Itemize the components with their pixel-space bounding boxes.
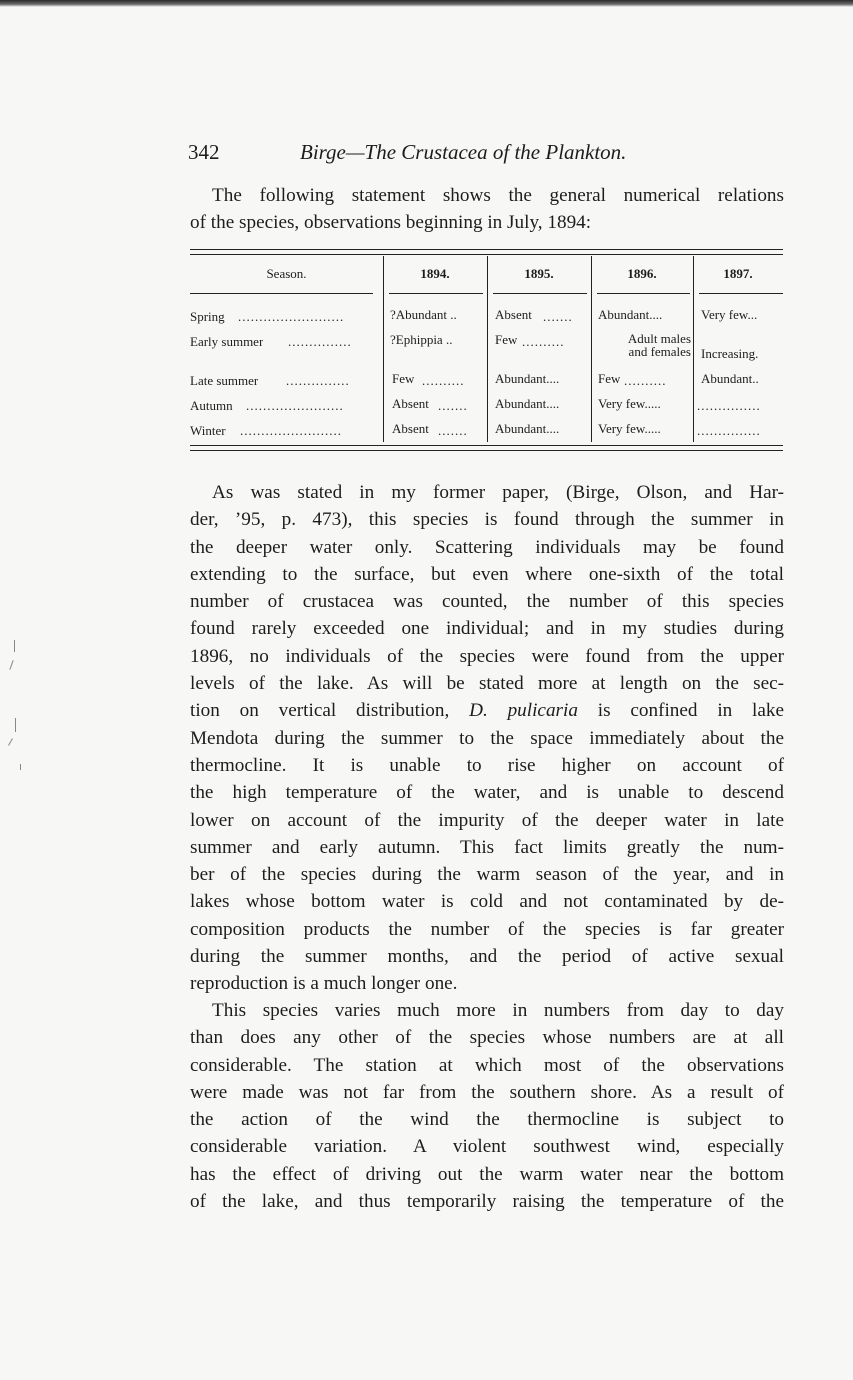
scan-edge [0, 0, 853, 7]
cell-1895: Absent [495, 307, 532, 322]
text-line: lakes whose bottom water is cold and not contaminated by de- [190, 891, 784, 913]
season-label: Late summer [190, 373, 259, 388]
text-line: ber of the species during the warm season of the year, and in [190, 864, 784, 886]
cell-1896-line2: and females [628, 345, 691, 359]
page-number: 342 [188, 140, 220, 164]
leader-dots: ......................... [238, 309, 345, 324]
cell-1895: Few [495, 332, 518, 347]
cell-1897: Abundant.. [701, 371, 759, 386]
text-line: number of crustacea was counted, the number of this species [190, 591, 784, 613]
table-top-rule [190, 254, 783, 255]
cell-1894: Absent [392, 421, 429, 436]
text-line: reproduction is a much longer one. [190, 973, 458, 995]
table-top-rule [190, 249, 783, 250]
cell-1896: Very few..... [598, 421, 661, 436]
leader-dots: ............... [697, 423, 761, 438]
leader-dots: ....... [543, 309, 573, 324]
text-fragment: is confined in lake [597, 700, 785, 722]
header-underline [699, 293, 783, 294]
cell-1896-line1: Adult males [627, 332, 691, 346]
text-line: summer and early autumn. This fact limits greatly the num- [190, 836, 784, 858]
column-divider [693, 256, 694, 442]
paragraph-1 [190, 479, 784, 998]
cell-1894: Few [392, 371, 415, 386]
cell-1895: Abundant.... [495, 371, 560, 386]
header-underline [597, 293, 690, 294]
season-label: Early summer [190, 334, 264, 349]
text-line: of the lake, and thus temporarily raising the temperature of the [190, 1191, 784, 1213]
header-underline [493, 293, 587, 294]
text-line: during the summer months, and the period of active sexual [190, 946, 784, 968]
margin-mark [20, 764, 21, 770]
text-line-with-italic [190, 697, 784, 724]
cell-1896: Few [598, 371, 621, 386]
leader-dots: ....... [438, 398, 468, 413]
season-label: Winter [190, 423, 226, 438]
text-line: The following statement shows the general numerical relations [212, 185, 784, 206]
text-line: lower on account of the impurity of the deeper water in late [190, 809, 784, 831]
season-label: Autumn [190, 398, 233, 413]
text-line: der, ’95, p. 473), this species is found through the summer in [190, 509, 784, 531]
season-table [190, 256, 783, 442]
text-line: As was stated in my former paper, (Birge, Olson, and Har- [212, 482, 784, 503]
column-divider [487, 256, 488, 442]
cell-1895: Abundant.... [495, 421, 560, 436]
intro-paragraph [190, 182, 784, 237]
leader-dots: .......... [522, 334, 565, 349]
table-bottom-rule [190, 445, 783, 446]
text-line: 1896, no individuals of the species were found from the upper [190, 645, 784, 667]
header-1896: 1896. [627, 266, 657, 281]
margin-mark [9, 660, 13, 670]
running-title: Birge—The Crustacea of the Plankton. [300, 140, 627, 164]
text-line: of the species, observations beginning in July, 1894: [190, 212, 592, 234]
leader-dots: .......... [624, 373, 667, 388]
text-line: considerable variation. A violent southwest wind, especially [190, 1136, 784, 1158]
running-head [188, 136, 783, 166]
text-line: were made was not far from the southern shore. As a result of [190, 1081, 784, 1103]
text-line: than does any other of the species whose numbers are at all [190, 1027, 784, 1049]
text-line: the deeper water only. Scattering individuals may be found [190, 536, 784, 558]
text-line: thermocline. It is unable to rise higher on account of [190, 754, 784, 776]
table-bottom-rule [190, 450, 783, 451]
leader-dots: ........................ [240, 423, 342, 438]
column-divider [591, 256, 592, 442]
header-underline [190, 293, 373, 294]
header-1895: 1895. [524, 266, 554, 281]
cell-1895: Abundant.... [495, 396, 560, 411]
text-line: levels of the lake. As will be stated more at length on the sec- [190, 673, 784, 695]
leader-dots: ....... [438, 423, 468, 438]
text-line: has the effect of driving out the warm water near the bottom [190, 1163, 784, 1185]
text-fragment: tion on vertical distribution, [190, 700, 450, 722]
species-name: D. pulicaria [469, 700, 578, 722]
text-line: found rarely exceeded one individual; and in my studies during [190, 618, 784, 640]
cell-1894: Absent [392, 396, 429, 411]
leader-dots: ............... [288, 334, 352, 349]
column-divider [383, 256, 384, 442]
leader-dots: ............... [697, 398, 761, 413]
text-line: extending to the surface, but even where one-sixth of the total [190, 563, 784, 585]
header-1894: 1894. [420, 266, 450, 281]
text-line: Mendota during the summer to the space immediately about the [190, 727, 784, 749]
paragraph-2 [190, 997, 784, 1215]
header-season: Season. [266, 266, 307, 281]
margin-mark [14, 640, 15, 652]
text-line: considerable. The station at which most of the observations [190, 1054, 784, 1076]
margin-mark [8, 738, 13, 745]
leader-dots: ............... [286, 373, 350, 388]
text-line: composition products the number of the species is far greater [190, 918, 784, 940]
header-underline [389, 293, 483, 294]
cell-1894: ?Abundant .. [390, 307, 457, 322]
text-line: the action of the wind the thermocline is subject to [190, 1109, 784, 1131]
season-label: Spring [190, 309, 225, 324]
margin-mark [15, 718, 16, 732]
cell-1896: Abundant.... [598, 307, 663, 322]
text-line: This species varies much more in numbers from day to day [212, 1000, 784, 1021]
header-1897: 1897. [723, 266, 753, 281]
leader-dots: .......... [422, 373, 465, 388]
cell-1896: Very few..... [598, 396, 661, 411]
cell-1897: Increasing. [701, 346, 759, 361]
cell-1897: Very few... [701, 307, 758, 322]
leader-dots: ....................... [246, 398, 344, 413]
cell-1894: ?Ephippia .. [390, 332, 453, 347]
text-line: the high temperature of the water, and is unable to descend [190, 782, 784, 804]
